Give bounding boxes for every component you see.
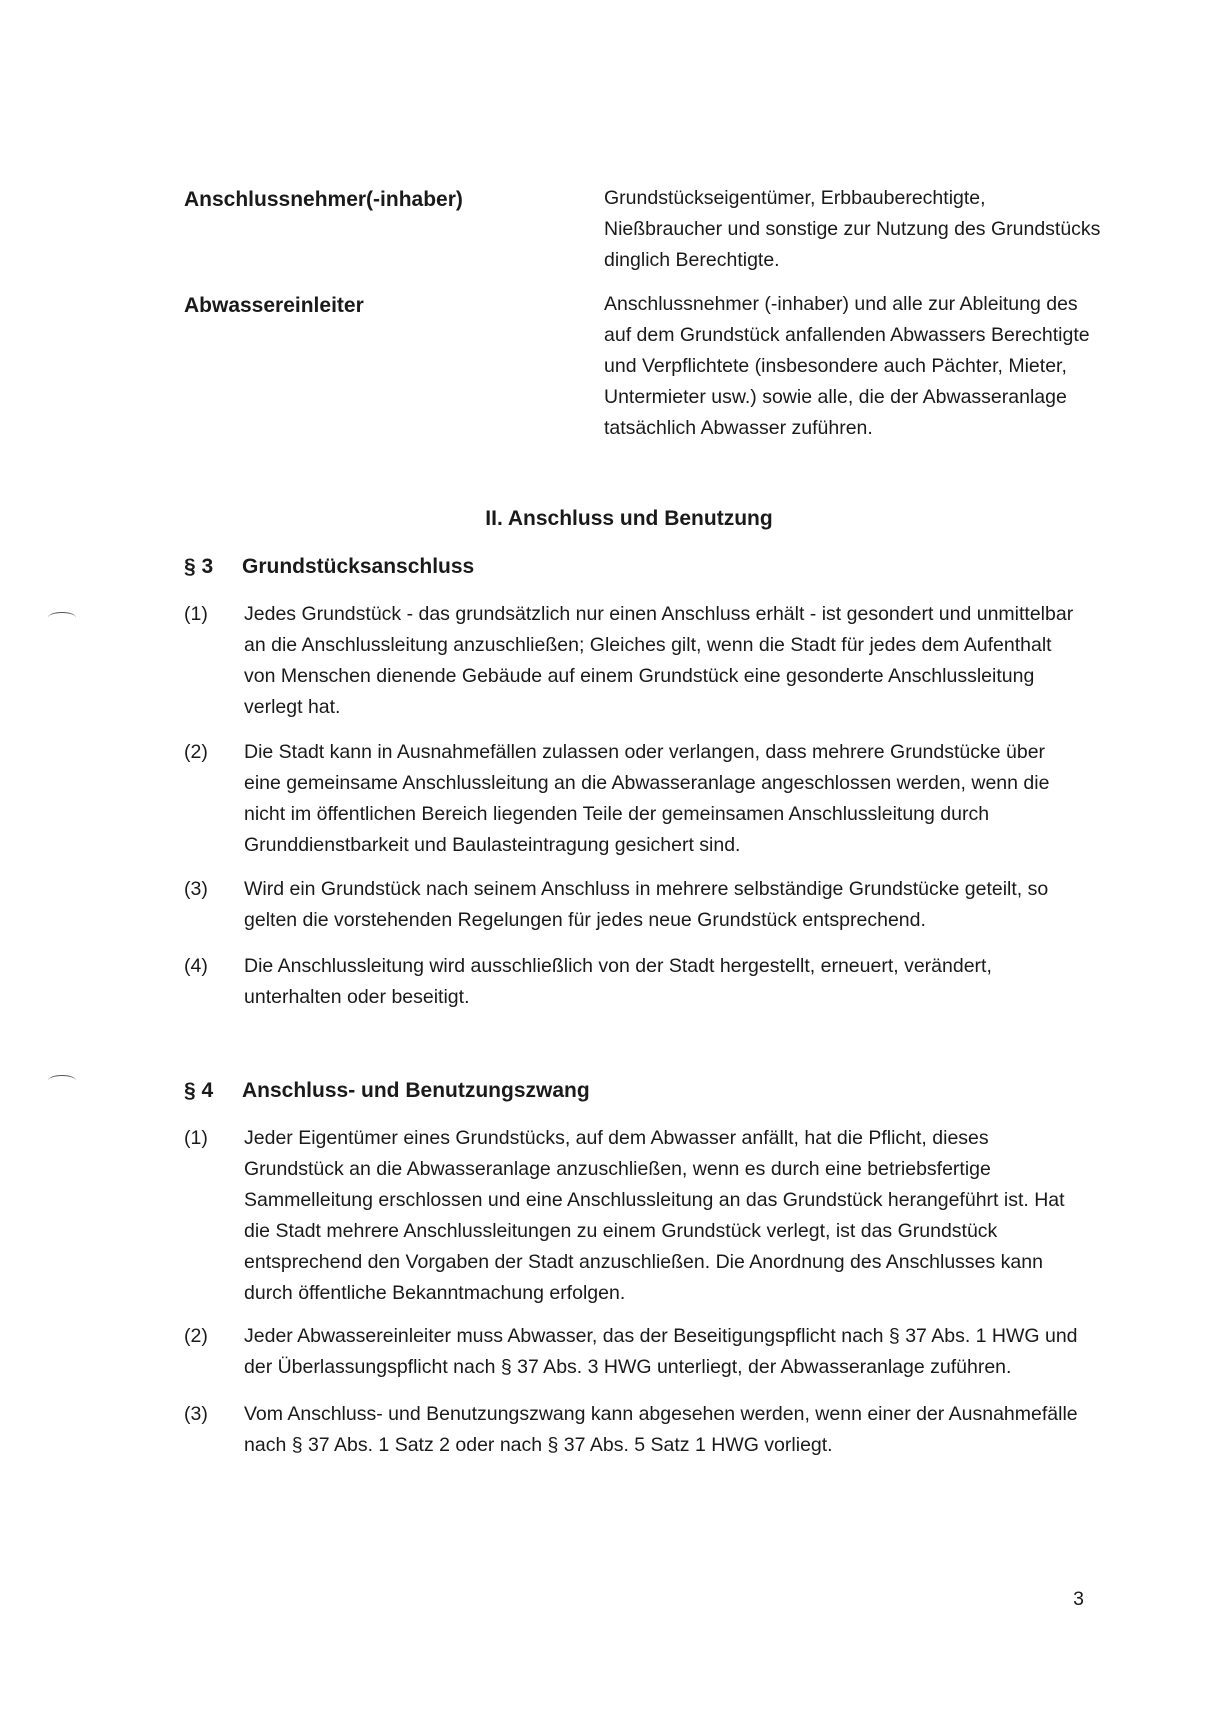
section-heading — [184, 1075, 590, 1106]
section-number: § 3 — [184, 555, 214, 578]
definition-term: Anschlussnehmer(-inhaber) — [184, 188, 463, 211]
page-number: 3 — [1073, 1588, 1084, 1610]
section-number: § 4 — [184, 1079, 214, 1102]
paragraph-text: Die Stadt kann in Ausnahmefällen zulassen oder verlangen, dass mehrere Grundstücke über eine gemeinsame Anschlussleitung an die Abwasseranlage angeschlossen werden, wenn die nicht im öffentlichen Bereich liegenden Teile der gemeinsamen Anschlussleitung durch Grunddienstbarkeit und Baulasteintragung gesichert sind. — [244, 741, 1050, 856]
paragraph — [184, 1399, 1084, 1461]
paragraph-text: Die Anschlussleitung wird ausschließlich von der Stadt hergestellt, erneuert, verändert, unterhalten oder beseitigt. — [244, 955, 992, 1008]
section-heading — [184, 551, 474, 582]
definition-text: Grundstückseigentümer, Erbbauberechtigte, Nießbraucher und sonstige zur Nutzung des Grundstücks dinglich Berechtigte. — [604, 187, 1101, 271]
paragraph-number: (3) — [184, 878, 208, 900]
paragraph-number: (1) — [184, 1127, 208, 1149]
paragraph-number: (2) — [184, 741, 208, 763]
paragraph — [184, 1321, 1084, 1383]
punch-mark — [48, 1075, 76, 1086]
section-title: Grundstücksanschluss — [242, 555, 475, 578]
section-title: Anschluss- und Benutzungszwang — [242, 1079, 590, 1102]
paragraph — [184, 599, 1084, 723]
paragraph-number: (4) — [184, 955, 208, 977]
definition-term: Abwassereinleiter — [184, 294, 364, 317]
paragraph — [184, 1123, 1084, 1309]
paragraph — [184, 874, 1084, 936]
paragraph — [184, 951, 1084, 1013]
paragraph-text: Wird ein Grundstück nach seinem Anschluss in mehrere selbständige Grundstücke geteilt, so gelten die vorstehenden Regelungen für jedes neue Grundstück entsprechend. — [244, 878, 1049, 931]
chapter-heading: II. Anschluss und Benutzung — [485, 507, 773, 530]
paragraph-number: (3) — [184, 1403, 208, 1425]
paragraph-text: Jedes Grundstück - das grundsätzlich nur einen Anschluss erhält - ist gesondert und unmittelbar an die Anschlussleitung anzuschließen; Gleiches gilt, wenn die Stadt für jedes dem Aufenthalt von Menschen dienende Gebäude auf einem Grundstück eine gesonderte Anschlussleitung verlegt hat. — [244, 603, 1074, 718]
paragraph-text: Vom Anschluss- und Benutzungszwang kann abgesehen werden, wenn einer der Ausnahmefälle nach § 37 Abs. 1 Satz 2 oder nach § 37 Abs. 5 Satz 1 HWG vorliegt. — [244, 1403, 1078, 1456]
paragraph-text: Jeder Abwassereinleiter muss Abwasser, das der Beseitigungspflicht nach § 37 Abs. 1 HWG und der Überlassungspflicht nach § 37 Abs. 3 HWG unterliegt, der Abwasseranlage zuführen. — [244, 1325, 1078, 1378]
paragraph-text: Jeder Eigentümer eines Grundstücks, auf dem Abwasser anfällt, hat die Pflicht, dieses Grundstück an die Abwasseranlage anzuschließen, wenn es durch eine betriebsfertige Sammelleitung erschlossen und eine Anschlussleitung an das Grundstück herangeführt ist. Hat die Stadt mehrere Anschlussleitungen zu einem Grundstück verlegt, ist das Grundstück entsprechend den Vorgaben der Stadt anzuschließen. Die Anordnung des Anschlusses kann durch öffentliche Bekanntmachung erfolgen. — [244, 1127, 1065, 1304]
paragraph-number: (2) — [184, 1325, 208, 1347]
paragraph — [184, 737, 1084, 861]
punch-mark — [48, 612, 76, 623]
definition-text: Anschlussnehmer (-inhaber) und alle zur Ableitung des auf dem Grundstück anfallenden Abwassers Berechtigte und Verpflichtete (insbesondere auch Pächter, Mieter, Untermieter usw.) sowie alle, die der Abwasseranlage tatsächlich Abwasser zuführen. — [604, 293, 1090, 439]
paragraph-number: (1) — [184, 603, 208, 625]
